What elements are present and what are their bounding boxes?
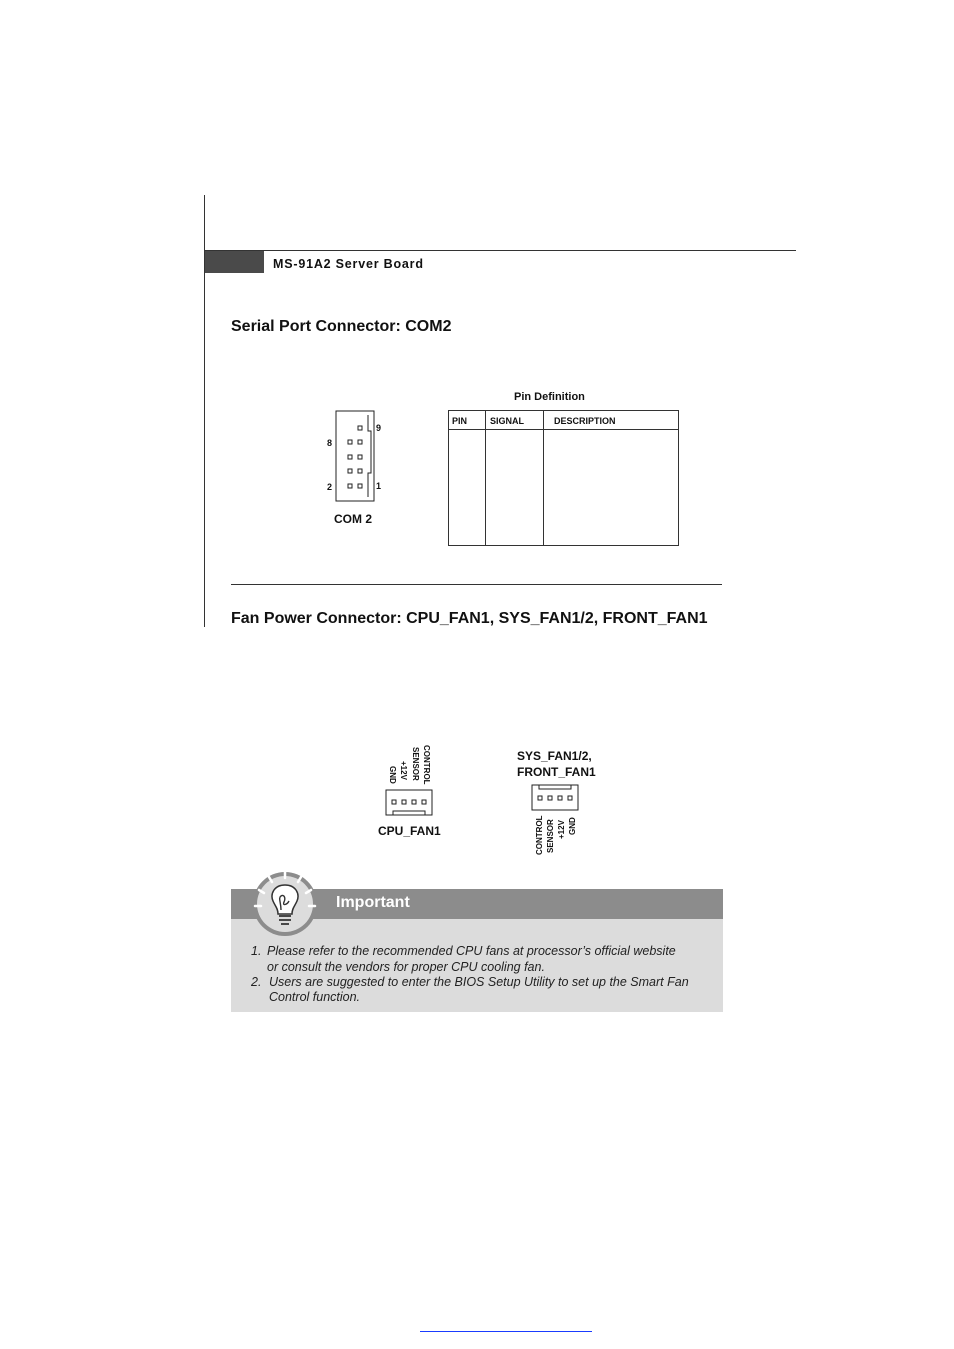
cpu-fan-key [393,811,425,815]
cpu-fan-pin-control: CONTROL [422,745,431,785]
table-column-divider [543,411,544,545]
sys-fan-connector-diagram [529,782,581,814]
lightbulb-icon [251,868,321,940]
table-header-pin: PIN [452,416,468,426]
sys-fan-pin-2 [548,796,552,800]
cpu-fan-pin-2 [402,800,406,804]
cpu-fan-label: CPU_FAN1 [378,824,441,838]
connector-inner-wall [368,415,371,497]
pin-definition-table [448,410,679,546]
important-title: Important [336,894,410,911]
cpu-fan-pin-gnd: GND [388,766,397,784]
important-note-1-num: 1. [251,944,262,958]
cpu-fan-pin-1 [392,800,396,804]
pin-2 [348,484,352,488]
sys-fan-pin-1 [538,796,542,800]
pin-label-2: 2 [327,482,333,492]
pin-1 [358,484,362,488]
cpu-fan-pin-12v: +12V [399,761,408,780]
important-note-2-num: 2. [251,975,262,989]
table-header-signal: SIGNAL [490,416,525,426]
sys-fan-pin-4 [568,796,572,800]
pin-label-1: 1 [376,481,382,491]
footer-link[interactable] [420,1331,592,1332]
table-header-description: DESCRIPTION [554,416,616,426]
cpu-fan-connector-diagram [383,787,435,819]
important-note-2-line2: Control function. [269,990,361,1004]
section-divider [231,584,722,585]
front-fan-label: FRONT_FAN1 [517,765,596,779]
header-rule [204,250,796,251]
sys-fan-pin-sensor: SENSOR [546,819,555,853]
header-title: MS-91A2 Server Board [273,257,424,271]
com2-label: COM 2 [334,512,373,526]
important-note-1-line2: or consult the vendors for proper CPU cooling fan. [267,960,545,974]
sys-fan-label: SYS_FAN1/2, [517,749,592,763]
fan-section-title: Fan Power Connector: CPU_FAN1, SYS_FAN1/2, FRONT_FAN1 [231,610,708,627]
sys-fan-pin-3 [558,796,562,800]
pin-6 [348,455,352,459]
pin-4 [348,469,352,473]
pin-3 [358,469,362,473]
cpu-fan-pin-4 [422,800,426,804]
serial-section-title: Serial Port Connector: COM2 [231,318,452,335]
pin-definition-caption: Pin Definition [514,391,585,403]
sys-fan-key [539,785,571,789]
important-note-1-line1: Please refer to the recommended CPU fans at processor’s official website [267,944,676,958]
sys-fan-pin-gnd: GND [568,817,577,835]
pin-5 [358,455,362,459]
header-tab-block [205,251,264,273]
pin-9 [358,426,362,430]
cpu-fan-pin-3 [412,800,416,804]
important-note-2-line1: Users are suggested to enter the BIOS Setup Utility to set up the Smart Fan [269,975,689,989]
pin-7 [358,440,362,444]
pin-label-9: 9 [376,423,382,433]
cpu-fan-pin-sensor: SENSOR [411,747,420,781]
sys-fan-pin-12v: +12V [557,820,566,839]
sys-fan-pin-control: CONTROL [535,815,544,855]
pin-label-8: 8 [327,438,333,448]
table-column-divider [485,411,486,545]
pin-8 [348,440,352,444]
